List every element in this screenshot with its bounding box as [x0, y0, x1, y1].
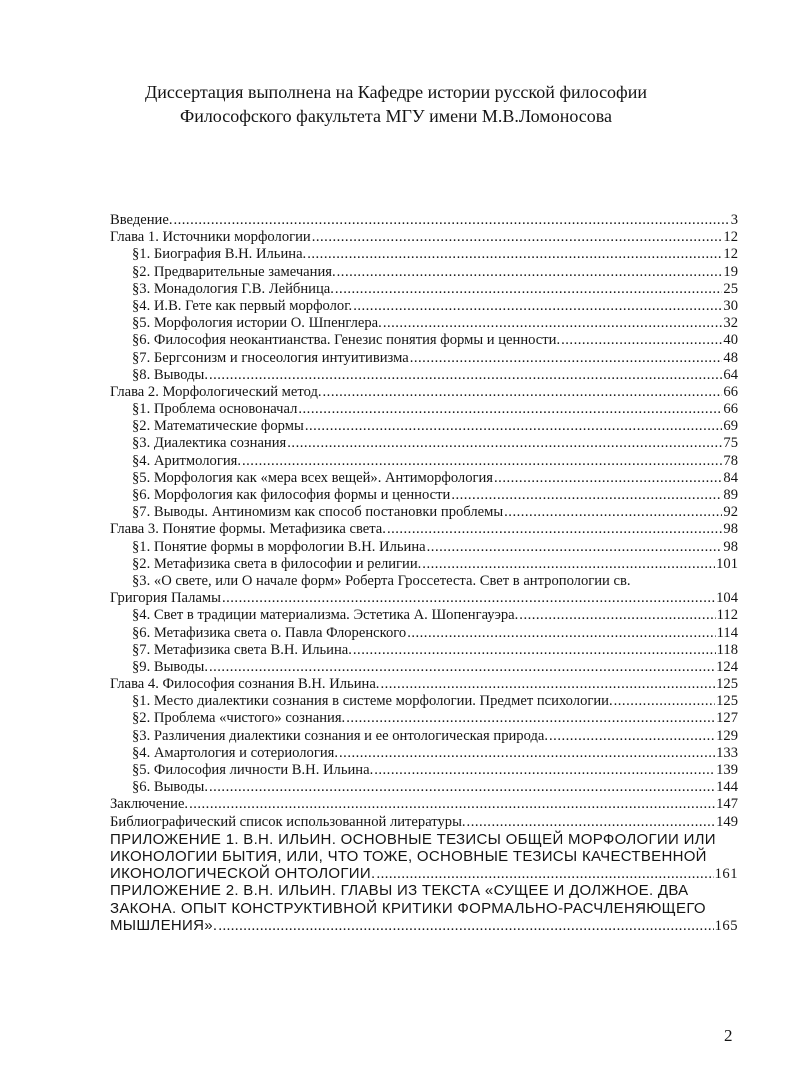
- dot-leader: [374, 762, 715, 779]
- toc-entry-section[interactable]: §4. Свет в традиции материализма. Эстетика А. Шопенгауэра. ..... 112: [110, 607, 738, 624]
- toc-entry-section[interactable]: §1. Место диалектики сознания в системе морфологии. Предмет психологии. ..... 125: [110, 693, 738, 710]
- toc-entry-section[interactable]: §2. Проблема «чистого» сознания. ..... 127: [110, 710, 738, 727]
- toc-entry-section[interactable]: §2. Метафизика света в философии и религии. ..... 101: [110, 556, 738, 573]
- toc-entry-section[interactable]: §6. Выводы. ..... 144: [110, 779, 738, 796]
- toc-entry-chapter-3[interactable]: Глава 3. Понятие формы. Метафизика света. ..... 98: [110, 521, 738, 538]
- dot-leader: [337, 264, 723, 281]
- dot-leader: [561, 332, 722, 349]
- toc-entry-section[interactable]: §3. Различения диалектики сознания и ее онтологическая природа. ..... 129: [110, 728, 738, 745]
- dot-leader: [339, 745, 715, 762]
- dot-leader: [467, 814, 716, 831]
- toc-entry-section[interactable]: §6. Философия неокантианства. Генезис понятия формы и ценности. ..... 40: [110, 332, 738, 349]
- dot-leader: [173, 212, 729, 229]
- dot-leader: [504, 504, 722, 521]
- toc-entry-section[interactable]: §2. Предварительные замечания. ..... 19: [110, 264, 738, 281]
- dot-leader: [218, 918, 713, 935]
- dot-leader: [614, 693, 715, 710]
- dot-leader: [305, 418, 723, 435]
- toc-entry-section[interactable]: §4. И.В. Гете как первый морфолог. ..... 30: [110, 298, 738, 315]
- dot-leader: [549, 728, 715, 745]
- toc-entry-section[interactable]: §6. Метафизика света о. Павла Флоренского ..... 114: [110, 625, 738, 642]
- dot-leader: [494, 470, 722, 487]
- dot-leader: [222, 590, 715, 607]
- toc-entry-appendix-2-line1[interactable]: ПРИЛОЖЕНИЕ 2. В.Н. ИЛЬИН. ГЛАВЫ ИЗ ТЕКСТА «СУЩЕЕ И ДОЛЖНОЕ. ДВА: [110, 882, 689, 900]
- toc-entry-appendix-1-line1[interactable]: ПРИЛОЖЕНИЕ 1. В.Н. ИЛЬИН. ОСНОВНЫЕ ТЕЗИСЫ ОБЩЕЙ МОРФОЛОГИИ ИЛИ: [110, 830, 716, 848]
- dot-leader: [298, 401, 722, 418]
- page-number: 2: [724, 1026, 733, 1045]
- toc-entry-chapter-2[interactable]: Глава 2. Морфологический метод. ..... 66: [110, 384, 738, 401]
- dot-leader: [353, 642, 716, 659]
- toc-entry-section[interactable]: §3. Диалектика сознания ..... 75: [110, 435, 738, 452]
- dot-leader: [422, 556, 715, 573]
- toc-entry-section[interactable]: §6. Морфология как философия формы и ценности ..... 89: [110, 487, 738, 504]
- toc-entry-section[interactable]: §7. Выводы. Антиномизм как способ постановки проблемы ..... 92: [110, 504, 738, 521]
- toc-entry-section[interactable]: §1. Биография В.Н. Ильина. ..... 12: [110, 246, 738, 263]
- toc-entry-section-line1[interactable]: §3. «О свете, или О начале форм» Роберта Гроссетеста. Свет в антропологии св.: [132, 572, 631, 589]
- toc-entry-section[interactable]: §1. Понятие формы в морфологии В.Н. Ильина ..... 98: [110, 539, 738, 556]
- dot-leader: [410, 350, 723, 367]
- toc-entry-conclusion[interactable]: Заключение. ..... 147: [110, 796, 738, 813]
- toc-entry-section[interactable]: §7. Метафизика света В.Н. Ильина. ..... 118: [110, 642, 738, 659]
- toc-entry-chapter-1[interactable]: Глава 1. Источники морфологии ..... 12: [110, 229, 738, 246]
- header-line-2: Философского факультета МГУ имени М.В.Ломоносова: [179, 106, 613, 126]
- dot-leader: [383, 315, 723, 332]
- toc-entry-appendix-1-line3[interactable]: ИКОНОЛОГИЧЕСКОЙ ОНТОЛОГИИ. ..... 161: [110, 865, 738, 882]
- toc-entry-section[interactable]: §4. Аритмология. ..... 78: [110, 453, 738, 470]
- dot-leader: [335, 281, 723, 298]
- toc-entry-section[interactable]: §5. Морфология как «мера всех вещей». Антиморфология ..... 84: [110, 470, 738, 487]
- toc-entry-section[interactable]: §8. Выводы. ..... 64: [110, 367, 738, 384]
- dot-leader: [427, 539, 723, 556]
- toc-entry-section[interactable]: §2. Математические формы ..... 69: [110, 418, 738, 435]
- dot-leader: [307, 246, 722, 263]
- header-line-1: Диссертация выполнена на Кафедре истории русской философии: [144, 82, 647, 102]
- dot-leader: [407, 625, 715, 642]
- toc-entry-section[interactable]: §7. Бергсонизм и гносеология интуитивизма ..... 48: [110, 350, 738, 367]
- dot-leader: [312, 229, 723, 246]
- dot-leader: [346, 710, 715, 727]
- dot-leader: [380, 676, 715, 693]
- toc-entry-appendix-1-line2[interactable]: ИКОНОЛОГИИ БЫТИЯ, ИЛИ, ЧТО ТОЖЕ, ОСНОВНЫЕ ТЕЗИСЫ КАЧЕСТВЕННОЙ: [110, 847, 707, 865]
- dot-leader: [376, 866, 713, 883]
- dissertation-header: [0, 80, 792, 128]
- dot-leader: [287, 435, 722, 452]
- toc-entry-section[interactable]: §4. Амартология и сотериология. ..... 133: [110, 745, 738, 762]
- toc-entry-bibliography[interactable]: Библиографический список использованной литературы. ..... 149: [110, 814, 738, 831]
- dot-leader: [242, 453, 722, 470]
- toc-entry-section[interactable]: §5. Философия личности В.Н. Ильина. ..... 139: [110, 762, 738, 779]
- toc-entry-introduction[interactable]: Введение. ..... 3: [110, 212, 738, 229]
- toc-entry-chapter-4[interactable]: Глава 4. Философия сознания В.Н. Ильина. ..... 125: [110, 676, 738, 693]
- dot-leader: [209, 367, 722, 384]
- toc-entry-appendix-2-line3[interactable]: МЫШЛЕНИЯ». ..... 165: [110, 917, 738, 934]
- toc-entry-section-line2[interactable]: Григория Паламы ..... 104: [110, 590, 738, 607]
- toc-entry-appendix-2-line2[interactable]: ЗАКОНА. ОПЫТ КОНСТРУКТИВНОЙ КРИТИКИ ФОРМАЛЬНО-РАСЧЛЕНЯЮЩЕГО: [110, 899, 706, 917]
- dot-leader: [451, 487, 722, 504]
- dot-leader: [189, 796, 715, 813]
- toc-entry-section[interactable]: §9. Выводы. ..... 124: [110, 659, 738, 676]
- dot-leader: [323, 384, 723, 401]
- toc-entry-section[interactable]: §1. Проблема основоначал ..... 66: [110, 401, 738, 418]
- toc-entry-section[interactable]: §5. Морфология истории О. Шпенглера. ..... 32: [110, 315, 738, 332]
- dot-leader: [353, 298, 722, 315]
- toc-entry-section[interactable]: §3. Монадология Г.В. Лейбница. ..... 25: [110, 281, 738, 298]
- dot-leader: [209, 659, 715, 676]
- dot-leader: [209, 779, 715, 796]
- table-of-contents: [110, 212, 738, 934]
- dot-leader: [519, 607, 715, 624]
- dot-leader: [387, 521, 722, 538]
